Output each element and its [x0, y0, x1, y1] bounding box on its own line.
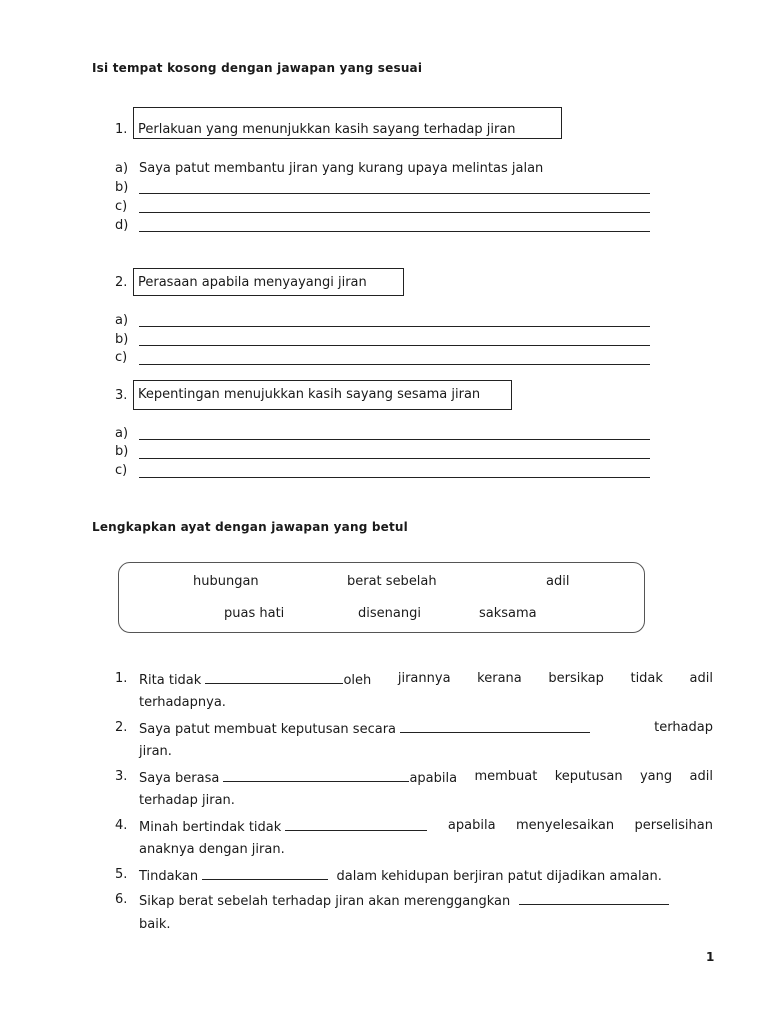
s2-number: 2. — [115, 720, 128, 735]
s1-blank[interactable] — [205, 671, 343, 684]
s6-line2: baik. — [139, 917, 171, 932]
word-bank-item: hubungan — [193, 574, 259, 589]
s4-text: Minah bertindak tidak — [139, 820, 282, 835]
q2b-label: b) — [115, 332, 129, 347]
s1-text: oleh — [343, 673, 372, 688]
s4-text: apabila — [447, 818, 496, 833]
q3b-answer-line[interactable] — [139, 458, 650, 459]
s3-line1 — [139, 769, 713, 786]
q2a-answer-line[interactable] — [139, 326, 650, 327]
s1-text: tidak — [630, 671, 663, 686]
s1-line1 — [139, 671, 713, 688]
q1a-answer: Saya patut membantu jiran yang kurang upaya melintas jalan — [139, 161, 544, 176]
s5-number: 5. — [115, 867, 128, 882]
s4-blank[interactable] — [285, 818, 427, 831]
s2-text: Saya patut membuat keputusan secara — [139, 722, 397, 737]
word-bank-item: disenangi — [358, 606, 421, 621]
q2-prompt: Perasaan apabila menyayangi jiran — [138, 275, 367, 290]
word-bank-item: adil — [546, 574, 570, 589]
s3-text: yang — [639, 769, 673, 784]
s5-line1 — [139, 867, 662, 884]
q1-prompt: Perlakuan yang menunjukkan kasih sayang terhadap jiran — [138, 122, 516, 137]
q1a-label: a) — [115, 161, 129, 176]
s3-line2: terhadap jiran. — [139, 793, 235, 808]
page-number: 1 — [706, 950, 715, 964]
q1-number: 1. — [115, 122, 128, 137]
s3-text: keputusan — [554, 769, 623, 784]
s6-number: 6. — [115, 892, 128, 907]
q2b-answer-line[interactable] — [139, 345, 650, 346]
s2-line2: jiran. — [139, 744, 172, 759]
s1-text: adil — [689, 671, 713, 686]
word-bank-item: saksama — [479, 606, 537, 621]
s3-text: membuat — [474, 769, 538, 784]
s5-blank[interactable] — [202, 867, 328, 880]
word-bank-item: berat sebelah — [347, 574, 437, 589]
q1d-answer-line[interactable] — [139, 231, 650, 232]
q3c-label: c) — [115, 463, 128, 478]
section2-title: Lengkapkan ayat dengan jawapan yang betul — [92, 520, 408, 534]
q2a-label: a) — [115, 313, 129, 328]
q2-number: 2. — [115, 275, 128, 290]
word-bank-item: puas hati — [224, 606, 285, 621]
s5-text: dalam kehidupan berjiran patut dijadikan amalan. — [336, 869, 662, 884]
q2c-label: c) — [115, 350, 128, 365]
q1c-label: c) — [115, 199, 128, 214]
s1-text: jirannya — [397, 671, 451, 686]
q1c-answer-line[interactable] — [139, 212, 650, 213]
s4-text: menyelesaikan — [516, 818, 615, 833]
s6-text: Sikap berat sebelah terhadap jiran akan merenggangkan — [139, 894, 511, 909]
q1d-label: d) — [115, 218, 129, 233]
s1-line2: terhadapnya. — [139, 695, 226, 710]
s2-blank[interactable] — [400, 720, 590, 733]
s6-line1 — [139, 892, 669, 909]
s3-number: 3. — [115, 769, 128, 784]
q3b-label: b) — [115, 444, 129, 459]
s1-text: kerana — [477, 671, 522, 686]
s1-text: Rita tidak — [139, 673, 202, 688]
s4-line1 — [139, 818, 713, 835]
q1b-label: b) — [115, 180, 129, 195]
s3-text: apabila — [409, 771, 458, 786]
s3-text: adil — [689, 769, 713, 784]
section1-title: Isi tempat kosong dengan jawapan yang sesuai — [92, 61, 423, 75]
s1-number: 1. — [115, 671, 128, 686]
s2-text: terhadap — [654, 720, 713, 735]
s1-text: bersikap — [548, 671, 604, 686]
s4-line2: anaknya dengan jiran. — [139, 842, 285, 857]
s6-blank[interactable] — [519, 892, 669, 905]
q3-number: 3. — [115, 388, 128, 403]
s3-blank[interactable] — [223, 769, 409, 782]
s3-text: Saya berasa — [139, 771, 220, 786]
q3c-answer-line[interactable] — [139, 477, 650, 478]
q1b-answer-line[interactable] — [139, 193, 650, 194]
q2-prompt-box — [133, 268, 404, 296]
q3a-label: a) — [115, 426, 129, 441]
q2c-answer-line[interactable] — [139, 364, 650, 365]
q1-prompt-box — [133, 107, 562, 139]
s5-text: Tindakan — [139, 869, 199, 884]
s4-text: perselisihan — [634, 818, 713, 833]
s2-line1 — [139, 720, 713, 737]
s4-number: 4. — [115, 818, 128, 833]
q3-prompt-box — [133, 380, 512, 410]
q3-prompt: Kepentingan menujukkan kasih sayang sesama jiran — [138, 387, 481, 402]
word-bank — [118, 562, 645, 633]
q3a-answer-line[interactable] — [139, 439, 650, 440]
